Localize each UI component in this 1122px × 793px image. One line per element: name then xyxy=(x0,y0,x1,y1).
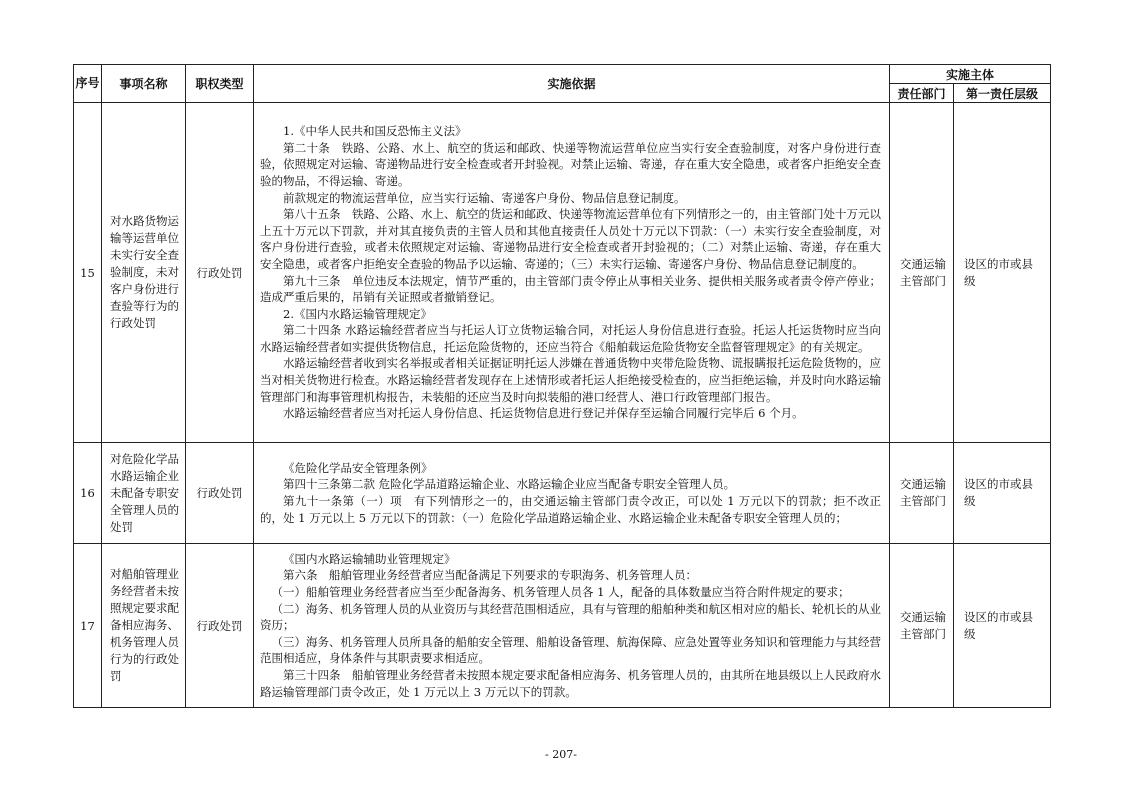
basis-paragraph: 水路运输经营者应当对托运人身份信息、托运货物信息进行登记并保存至运输合同履行完毕后 6 个月。 xyxy=(283,406,804,421)
header-no: 序号 xyxy=(74,65,102,103)
header-subject: 实施主体 xyxy=(890,65,1051,84)
basis-paragraph: 第八十五条 铁路、公路、水上、航空的货运和邮政、快递等物流运营单位有下列情形之一的，由主管部门处十万元以上五十万元以下罚款，并对其直接负责的主管人员和其他直接责任人员处十万元以下罚款：（一）未实行安全查验制度，对客户身份进行查验，或者未依照规定对运输、寄递物品进行安全检查或者开封验视的；（二）对禁止运输、寄递，存在重大安全隐患，或者客户拒绝安全查验的物品予以运输、寄递的；（三）未实行运输、寄递客户身份、物品信息登记制度的。 xyxy=(260,207,881,271)
row-number: 17 xyxy=(74,544,102,708)
basis-paragraph: 第三十四条 船舶管理业务经营者未按照本规定要求配备相应海务、机务管理人员的，由其所在地县级以上人民政府水路运输管理部门责令改正，处 1 万元以上 3 万元以下的罚款。 xyxy=(260,667,881,699)
basis-paragraph: 《危险化学品安全管理条例》 xyxy=(283,460,433,475)
header-type: 职权类型 xyxy=(186,65,254,103)
basis-paragraph: 第四十三条第二款 危险化学品道路运输企业、水路运输企业应当配备专职安全管理人员。 xyxy=(283,477,736,492)
responsible-dept: 交通运输主管部门 xyxy=(890,544,954,708)
row-number: 16 xyxy=(74,443,102,544)
responsible-dept: 交通运输主管部门 xyxy=(890,103,954,443)
basis-paragraph: （一）船舶管理业务经营者应当至少配备海务、机务管理人员各 1 人，配备的具体数量应当符合附件规定的要求； xyxy=(271,585,850,600)
row-number: 15 xyxy=(74,103,102,443)
item-name: 对危险化学品水路运输企业未配备专职安全管理人员的处罚 xyxy=(102,443,186,544)
basis-paragraph: 第九十三条 单位违反本法规定，情节严重的，由主管部门责令停止从事相关业务、提供相关服务或者责令停产停业；造成严重后果的，吊销有关证照或者撤销登记。 xyxy=(260,273,881,305)
basis-paragraph: 第二十四条 水路运输经营者应当与托运人订立货物运输合同，对托运人身份信息进行查验。托运人托运货物时应当向水路运输经营者如实提供货物信息，托运危险货物的，还应当符合《船舶载运危险货物安全监督管理规定》的有关规定。 xyxy=(260,323,881,354)
basis-paragraph: 前款规定的物流运营单位，应当实行运输、寄递客户身份、物品信息登记制度。 xyxy=(283,190,686,205)
responsibility-level: 设区的市或县级 xyxy=(954,544,1051,708)
enforcement-items-table xyxy=(73,64,1051,708)
header-basis: 实施依据 xyxy=(254,65,890,103)
basis-paragraph: 1.《中华人民共和国反恐怖主义法》 xyxy=(283,124,467,139)
legal-basis xyxy=(254,544,890,708)
header-dept: 责任部门 xyxy=(890,84,954,103)
table-row xyxy=(74,443,1051,544)
legal-basis xyxy=(254,103,890,443)
responsibility-level: 设区的市或县级 xyxy=(954,103,1051,443)
table-row xyxy=(74,544,1051,708)
item-name: 对水路货物运输等运营单位未实行安全查验制度，未对客户身份进行查验等行为的行政处罚 xyxy=(102,103,186,443)
basis-paragraph: 第九十一条第（一）项 有下列情形之一的，由交通运输主管部门责令改正，可以处 1 万元以下的罚款；拒不改正的，处 1 万元以上 5 万元以下的罚款：（一）危险化学品道路运输企业、水路运输企业未配备专职安全管理人员的； xyxy=(260,494,881,525)
basis-paragraph: 水路运输经营者收到实名举报或者相关证据证明托运人涉嫌在普通货物中夹带危险货物、谎报瞒报托运危险货物的，应当对相关货物进行检查。水路运输经营者发现存在上述情形或者托运人拒绝接受检查的，应当拒绝运输，并及时向水路运输管理部门和海事管理机构报告，未装船的还应当及时向拟装船的港口经营人、港口行政管理部门报告。 xyxy=(260,356,881,404)
authority-type: 行政处罚 xyxy=(186,103,254,443)
responsible-dept: 交通运输主管部门 xyxy=(890,443,954,544)
header-level: 第一责任层级 xyxy=(954,84,1051,103)
basis-paragraph: （三）海务、机务管理人员所具备的船舶安全管理、船舶设备管理、航海保障、应急处置等业务知识和管理能力与其经营范围相适应，身体条件与其职责要求相适应。 xyxy=(260,634,881,666)
table-header-row xyxy=(74,65,1051,84)
basis-paragraph: 2.《国内水路运输管理规定》 xyxy=(283,306,432,321)
basis-paragraph: （二）海务、机务管理人员的从业资历与其经营范围相适应，具有与管理的船舶种类和航区相对应的船长、轮机长的从业资历； xyxy=(260,601,881,633)
basis-paragraph: 《国内水路运输辅助业管理规定》 xyxy=(283,551,456,566)
authority-type: 行政处罚 xyxy=(186,443,254,544)
table-row xyxy=(74,103,1051,443)
basis-paragraph: 第二十条 铁路、公路、水上、航空的货运和邮政、快递等物流运营单位应当实行安全查验制度，对客户身份进行查验，依照规定对运输、寄递物品进行安全检查或者开封验视。对禁止运输、寄递，存在重大安全隐患，或者客户拒绝安全查验的物品，不得运输、寄递。 xyxy=(260,140,881,188)
authority-type: 行政处罚 xyxy=(186,544,254,708)
legal-basis xyxy=(254,443,890,544)
page-number: - 207- xyxy=(545,748,577,761)
responsibility-level: 设区的市或县级 xyxy=(954,443,1051,544)
header-name: 事项名称 xyxy=(102,65,186,103)
item-name: 对船舶管理业务经营者未按照规定要求配备相应海务、机务管理人员行为的行政处罚 xyxy=(102,544,186,708)
basis-paragraph: 第六条 船舶管理业务经营者应当配备满足下列要求的专职海务、机务管理人员： xyxy=(283,568,697,583)
